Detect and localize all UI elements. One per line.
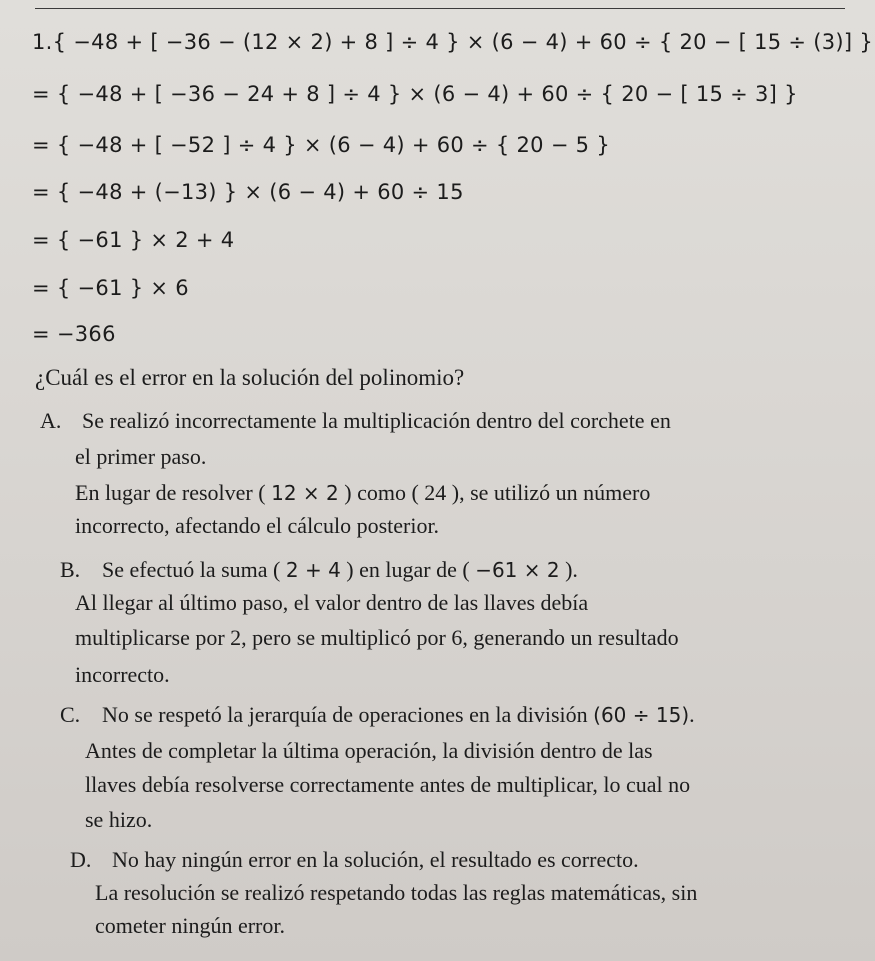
- solution-step: = { −61 } × 2 + 4: [32, 228, 235, 252]
- option-b-explanation: Al llegar al último paso, el valor dentro de las llaves debía: [75, 590, 589, 615]
- option-b-explanation-cont: multiplicarse por 2, pero se multiplicó por 6, generando un resultado: [75, 625, 679, 650]
- option-a-explanation-cont: incorrecto, afectando el cálculo posterior.: [75, 513, 440, 538]
- top-divider: [35, 8, 845, 9]
- solution-step: = −366: [32, 322, 116, 346]
- option-a-letter: A.: [40, 408, 62, 433]
- option-a-title: A. Se realizó incorrectamente la multiplicación dentro del corchete en: [40, 408, 671, 433]
- problem-expression: { −48 + [ −36 − (12 × 2) + 8 ] ÷ 4 } × (6 − 4) + 60 ÷ { 20 − [ 15 ÷ (3)] }: [52, 30, 874, 54]
- solution-step: = { −61 } × 6: [32, 276, 189, 300]
- option-b-title: B. Se efectuó la suma ( 2 + 4 ) en lugar de ( −61 × 2 ).: [60, 557, 578, 582]
- option-c-explanation-cont: se hizo.: [85, 807, 153, 832]
- option-a-title-cont: el primer paso.: [75, 444, 207, 469]
- problem-statement: [32, 30, 873, 54]
- option-b-explanation-cont: incorrecto.: [75, 662, 170, 687]
- solution-step: = { −48 + (−13) } × (6 − 4) + 60 ÷ 15: [32, 180, 464, 204]
- option-c-title: C. No se respetó la jerarquía de operaciones en la división (60 ÷ 15).: [60, 702, 695, 727]
- question-text: ¿Cuál es el error en la solución del polinomio?: [35, 365, 465, 390]
- option-c-letter: C.: [60, 702, 81, 727]
- option-d-explanation-cont: cometer ningún error.: [95, 913, 285, 938]
- option-a-explanation: En lugar de resolver ( 12 × 2 ) como ( 24 ), se utilizó un número: [75, 480, 651, 505]
- option-d-letter: D.: [70, 847, 92, 872]
- solution-step: = { −48 + [ −36 − 24 + 8 ] ÷ 4 } × (6 − 4) + 60 ÷ { 20 − [ 15 ÷ 3] }: [32, 82, 798, 106]
- option-c-explanation: Antes de completar la última operación, la división dentro de las: [85, 738, 653, 763]
- option-c-explanation-cont: llaves debía resolverse correctamente antes de multiplicar, lo cual no: [85, 772, 691, 797]
- solution-step: = { −48 + [ −52 ] ÷ 4 } × (6 − 4) + 60 ÷ { 20 − 5 }: [32, 133, 610, 157]
- option-d-title: D. No hay ningún error en la solución, el resultado es correcto.: [70, 847, 639, 872]
- problem-number: 1.: [32, 30, 53, 54]
- option-d-explanation: La resolución se realizó respetando todas las reglas matemáticas, sin: [95, 880, 698, 905]
- option-b-letter: B.: [60, 557, 81, 582]
